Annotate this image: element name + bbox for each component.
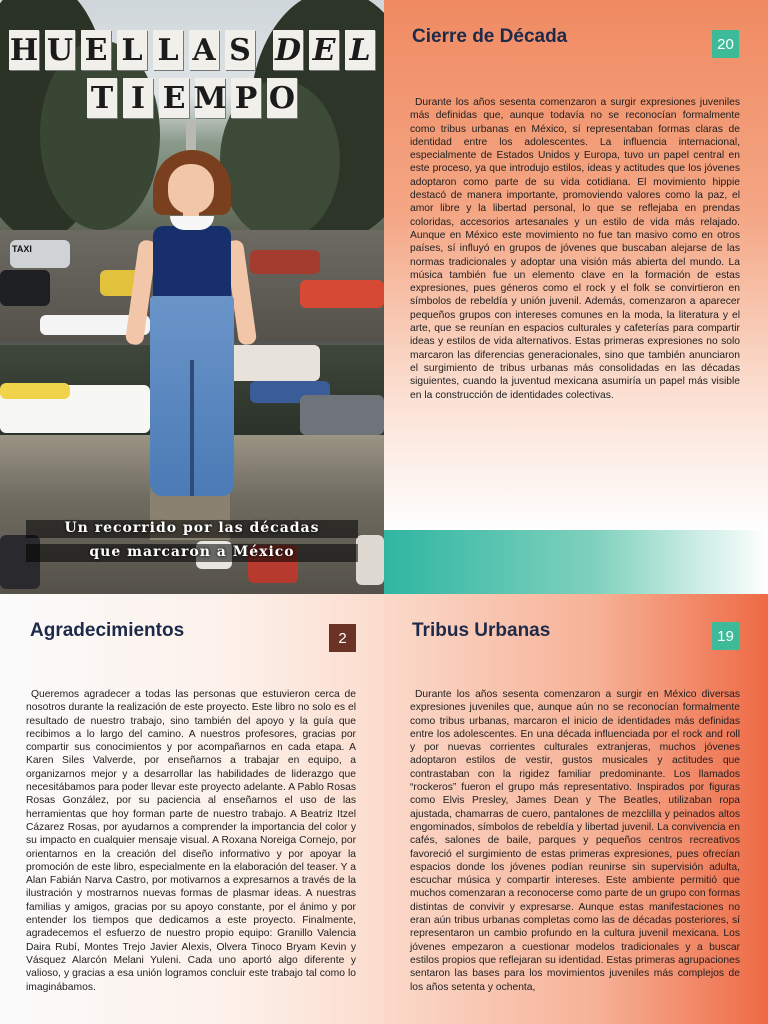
- page-tribus-urbanas: [384, 594, 768, 1024]
- title-letter-tile: D: [273, 30, 303, 70]
- section-heading: Agradecimientos: [30, 620, 185, 641]
- cover-title-line-2: [0, 78, 384, 118]
- title-letter-tile: E: [309, 30, 339, 70]
- section-heading: Cierre de Década: [412, 26, 568, 47]
- title-letter-tile: A: [189, 30, 219, 70]
- taxi-sign: TAXI: [12, 244, 32, 254]
- section-body-text: Durante los años sesenta comenzaron a surgir expresiones juveniles más definidas que, aunque todavía no se reconocían formalmente como tribus urbanas en México, sí representaban formas claras de identidad entre los adolescentes. La influencia internacional, especialmente de Estados Unidos y Europa, tuvo un papel central en este proceso, ya que introdujo estilos, ideas y actitudes que los jóvenes adoptaron como parte de su vida cotidiana. El movimiento hippie destacó de manera importante, promoviendo valores como la paz, el amor libre y la libertad personal, lo que se reflejaba en prendas coloridas, accesorios artesanales y un estilo de vida más relajado. Aunque en México este movimiento no fue tan masivo como en otros países, sí influyó en grupos de jóvenes que buscaban alejarse de las normas tradicionales y adoptar una visión más abierta del mundo. La música también fue un elemento clave en la formación de estas expresiones, pues géneros como el rock y el folk se convirtieron en símbolos de rebeldía y unión juvenil. Además, comenzaron a aparecer pequeños grupos con intereses comunes en la moda, la literatura y el arte, que se reunían en espacios culturales y cafeterías para compartir ideas y estilos de vida alternativos. Estas primeras expresiones no solo marcaron las diferencias generacionales, sino que también anunciaron el surgimiento de tribus urbanas más consolidadas en las décadas siguientes, cuando la juventud mexicana asumiría un papel más visible en la construcción de identidades colectivas.: [410, 97, 740, 401]
- title-letter-tile: E: [159, 78, 189, 118]
- teal-decorative-strip: [384, 530, 768, 594]
- face: [168, 164, 214, 214]
- title-letter-tile: U: [45, 30, 75, 70]
- title-letter-tile: M: [195, 78, 225, 118]
- jeans-seam: [190, 360, 194, 496]
- title-letter-tile: L: [153, 30, 183, 70]
- title-letter-tile: E: [81, 30, 111, 70]
- car-black: [0, 270, 50, 306]
- page-number-badge: 2: [329, 624, 356, 652]
- title-letter-tile: P: [231, 78, 261, 118]
- cover-subtitle-line-2: que marcaron a México: [89, 544, 295, 560]
- page-number-badge: 20: [712, 30, 739, 58]
- section-body-text: Queremos agradecer a todas las personas que estuvieron cerca de nosotros durante la realización de este proyecto. Este libro no solo es el resultado de nuestro trabajo, sino también del apoyo y la guía que recibimos a lo largo del camino. A nuestros profesores, gracias por compartir sus conocimientos y por acompañarnos en cada etapa. A Karen Siles Valverde, por enseñarnos a trabajar en equipo, a organizarnos mejor y a desarrollar las habilidades de liderazgo que necesitábamos para poder llevar este proyecto adelante. A Pablo Rosas Rosas González, por su paciencia al enseñarnos el uso de las herramientas que hoy forman parte de nuestro trabajo. A Beatriz Itzel Cázarez Rosas, por ayudarnos a comprender la importancia del color y su impacto en cualquier mensaje visual. A Roxana Noreiga Cornejo, por orientarnos en la creación del diseño informativo y por apoyar la promoción de este libro, especialmente en la elaboración del teaser. Y a Alan Fabián Narva Castro, por motivarnos a expresarnos a través de la ilustración y mostrarnos nuevas formas de plasmar ideas. A nuestras familias y amigos, gracias por su apoyo constante, por el ánimo y por entender los tiempos que dedicamos a este proyecto. Finalmente, agradecemos el esfuerzo de nuestro propio equipo: Granillo Valencia Daira Rubí, Montes Trejo Javier Alexis, Olvera Tinoco Bryam Kevin y Vásquez Alarcón Melani Yuleni. Cada uno aportó algo diferente y valioso, y gracias a esa unión logramos concluir este trabajo tal como lo imaginábamos.: [26, 689, 356, 993]
- car-red-2: [300, 280, 384, 308]
- title-letter-tile: T: [87, 78, 117, 118]
- section-body-text: Durante los años sesenta comenzaron a surgir en México diversas expresiones juveniles que, aunque aún no se reconocían formalmente como tribus urbanas, marcaron el inicio de identidades más definidas entre los adolescentes. En una década influenciada por el rock and roll y por nuevas corrientes culturales extranjeras, muchos jóvenes adoptaron estilos de vestir, gustos musicales y actitudes que contrastaban con la rigidez familiar predominante. Los llamados “rockeros” fueron el grupo más representativo. Inspirados por figuras como Elvis Presley, James Dean y The Beatles, utilizaban ropa ajustada, chamarras de cuero, pantalones de mezclilla y peinados altos engominados, símbolos de rebeldía y libertad juvenil. La convivencia en cafés, salones de baile, parques y pequeños centros recreativos favoreció el surgimiento de estas primeras expresiones, pues ofrecían espacios donde los jóvenes podían reunirse sin supervisión adulta, escuchar música y compartir intereses. Este ambiente permitió que muchos comenzaran a reconocerse como parte de un grupo con formas distintas de convivir y expresarse. Aunque estas manifestaciones no eran aún tribus urbanas completas como las de décadas posteriores, sí representaron un cambio profundo en la cultura juvenil mexicana. Los jóvenes empezaron a cuestionar modelos tradicionales y a buscar estilos propios que reflejaran su identidad. Estas primeras agrupaciones sentaron las bases para los movimientos juveniles más complejos de los años setenta y ochenta,: [410, 689, 740, 993]
- page-cierre-de-decada: [384, 0, 768, 530]
- cover-subtitle-line-1: Un recorrido por las décadas: [64, 520, 320, 536]
- page-agradecimientos: [0, 594, 384, 1024]
- car-red: [250, 250, 320, 274]
- title-letter-tile: S: [225, 30, 255, 70]
- title-letter-tile: O: [267, 78, 297, 118]
- title-letter-tile: I: [123, 78, 153, 118]
- cover-collage: [0, 0, 384, 594]
- title-space: [261, 30, 267, 70]
- section-heading: Tribus Urbanas: [412, 620, 551, 641]
- cover-title-line-1: [0, 30, 384, 70]
- page-number-badge: 19: [712, 622, 739, 650]
- navy-top: [153, 226, 231, 296]
- title-letter-tile: L: [345, 30, 375, 70]
- truck-grey: [300, 395, 384, 435]
- title-letter-tile: H: [9, 30, 39, 70]
- girl-illustration: [128, 150, 254, 500]
- car-white-5: [356, 535, 384, 585]
- title-letter-tile: L: [117, 30, 147, 70]
- car-yellow-2: [0, 383, 70, 399]
